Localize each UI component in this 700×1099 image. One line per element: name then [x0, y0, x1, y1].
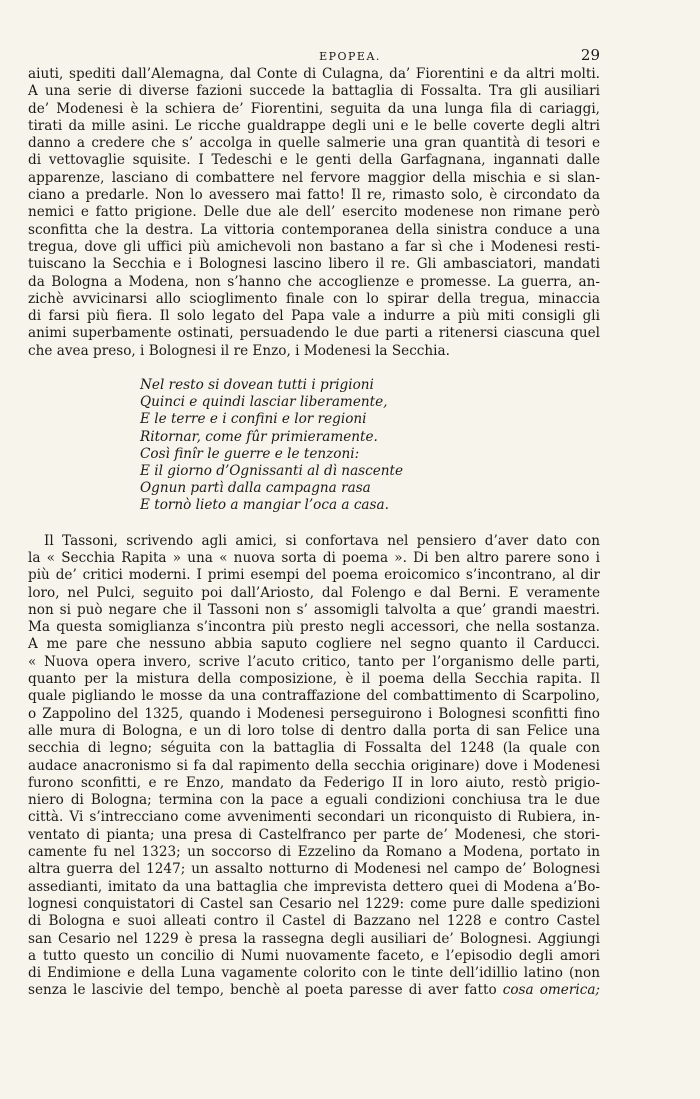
text-line: niero di Bologna; termina con la pace a eguali condizioni conchiusa tra le due: [28, 792, 600, 809]
paragraph-1: [28, 66, 600, 360]
text-line: di farsi più fiera. Il solo legato del Papa vale a indurre a più miti consigli gli: [28, 308, 600, 325]
text-line: di vettovaglie squisite. I Tedeschi e le genti della Garfagnana, ingannati dalle: [28, 152, 600, 169]
text-line: altra guerra del 1247; un assalto notturno di Modenesi nel campo de’ Bolognesi: [28, 861, 600, 878]
text-line: o Zappolino del 1325, quando i Modenesi perseguirono i Bolognesi sconfitti fino: [28, 705, 600, 722]
text-line: Ma questa somiglianza s’incontra più presto negli accessori, che nella sostanza.: [28, 619, 600, 636]
verse-line: Così finîr le guerre e le tenzoni:: [140, 445, 360, 462]
text-line: danno a credere che s’ accolga in quelle salmerie una gran quantità di tesori e: [28, 135, 600, 152]
verse-line: Ritornar, come fûr primieramente.: [140, 428, 378, 445]
text-line: quanto per la mistura della composizione, è il poema della Secchia rapita. Il: [28, 671, 600, 688]
verse-line: Ognun partì dalla campagna rasa: [140, 480, 371, 497]
text-line: animi superbamente ostinati, persuadendo le due parti a ritenersi ciascuna quel: [28, 325, 600, 342]
text-line: ciano a predarle. Non lo avessero mai fatto! Il re, rimasto solo, è circondato da: [28, 187, 600, 204]
text-line: lognesi conquistatori di Castel san Cesario nel 1229: come pure dalle spedizioni: [28, 895, 600, 912]
text-line: tregua, dove gli uffici più amichevoli non bastano a far sì che i Modenesi resti-: [28, 238, 600, 255]
text-line: sconfitta che la destra. La vittoria contemporanea della sinistra conduce a una: [28, 221, 600, 238]
body-text: [28, 66, 600, 1000]
verse-line: Nel resto si dovean tutti i prigioni: [140, 377, 374, 394]
verse-line: Quinci e quindi lasciar liberamente,: [140, 394, 388, 411]
verse-quotation: [28, 377, 600, 515]
text-line: zichè avvicinarsi allo scioglimento finale con lo spirar della tregua, minaccia: [28, 290, 600, 307]
verse-line: E le terre e i confini e lor regioni: [140, 411, 367, 428]
verse-line: E tornò lieto a mangiar l’oca a casa.: [140, 497, 389, 514]
text-line: che avea preso, i Bolognesi il re Enzo, i Modenesi la Secchia.: [28, 342, 450, 359]
text-line: camente fu nel 1323; un soccorso di Ezzelino da Romano a Modena, portato in: [28, 844, 600, 861]
italic-phrase: cosa omerica;: [502, 982, 601, 999]
text-line: « Nuova opera invero, scrive l’acuto critico, tanto per l’organismo delle parti,: [28, 653, 600, 670]
text-line: tirati da mille asini. Le ricche gualdrappe degli uni e le belle coverte degli altri: [28, 117, 600, 134]
text-line: A una serie di diverse fazioni succede la battaglia di Fossalta. Tra gli ausiliari: [28, 83, 600, 100]
text-line: da Bologna a Modena, non s’hanno che accoglienze e promesse. La guerra, an-: [28, 273, 600, 290]
text-line: assedianti, imitato da una battaglia che imprevista dettero quei di Modena a’Bo-: [28, 878, 600, 895]
running-title: EPOPEA.: [319, 50, 381, 63]
text-line: loro, nel Pulci, seguito poi dall’Ariosto, dal Folengo e dal Berni. E veramente: [28, 584, 600, 601]
verse-line: E il giorno d’Ognissanti al dì nascente: [140, 463, 404, 480]
text-line: quale pigliando le mosse da una contraffazione del combattimento di Scarpolino,: [28, 688, 600, 705]
text-line: san Cesario nel 1229 è presa la rassegna degli ausiliari de’ Bolognesi. Aggiungi: [28, 930, 600, 947]
text-line: di Bologna e suoi alleati contro il Castel di Bazzano nel 1228 e contro Castel: [28, 913, 600, 930]
text-line: Il Tassoni, scrivendo agli amici, si confortava nel pensiero d’aver dato con: [44, 532, 600, 549]
text-line: audace anacronismo si fa dal rapimento della secchia originare) dove i Modenesi: [28, 757, 600, 774]
text-line: [28, 982, 600, 999]
text-line: tuiscano la Secchia e i Bolognesi lascino libero il re. Gli ambasciatori, mandati: [28, 256, 600, 273]
page-header: [0, 44, 700, 66]
text-line: furono sconfitti, e re Enzo, mandato da Federigo II in loro aiuto, restò prigio-: [28, 774, 600, 791]
text-line: aiuti, spediti dall’Alemagna, dal Conte di Culagna, da’ Fiorentini e da altri molti.: [28, 66, 600, 82]
text-line: apparenze, lasciano di combattere nel fervore maggior della mischia e si slan-: [28, 169, 600, 186]
text-line: alle mura di Bologna, e un di loro tolse di dentro dalla porta di san Felice una: [28, 722, 600, 739]
paragraph-2: [28, 533, 600, 1000]
text-line: de’ Modenesi è la schiera de’ Fiorentini, seguita da una lunga fila di cariaggi,: [28, 100, 600, 117]
text-line: a tutto questo un concilio di Numi nuovamente faceto, e l’episodio degli amori: [28, 947, 600, 964]
text-line: A me pare che nessuno abbia saputo cogliere nel segno quanto il Carducci.: [28, 636, 600, 653]
text-line: non si può negare che il Tassoni non s’ assomigli talvolta a que’ grandi maestri.: [28, 601, 600, 618]
text-line: città. Vi s’intrecciano come avvenimenti secondari un riconquisto di Rubiera, in-: [28, 809, 600, 826]
text-line: di Endimione e della Luna vagamente colorito con le tinte dell’idillio latino (non: [28, 965, 600, 982]
text-fragment: senza le lascivie del tempo, benchè al poeta paresse di aver fatto: [28, 982, 503, 999]
text-line: ventato di pianta; una presa di Castelfranco per parte de’ Modenesi, che stori-: [28, 826, 600, 843]
text-line: più de’ critici moderni. I primi esempi del poema eroicomico s’incontrano, al dir: [28, 567, 600, 584]
text-line: secchia di legno; séguita con la battaglia di Fossalta del 1248 (la quale con: [28, 740, 600, 757]
page-number: 29: [580, 46, 600, 64]
text-line: nemici e fatto prigione. Delle due ale dell’ esercito modenese non rimane però: [28, 204, 600, 221]
text-line: la « Secchia Rapita » una « nuova sorta di poema ». Di ben altro parere sono i: [28, 549, 600, 566]
